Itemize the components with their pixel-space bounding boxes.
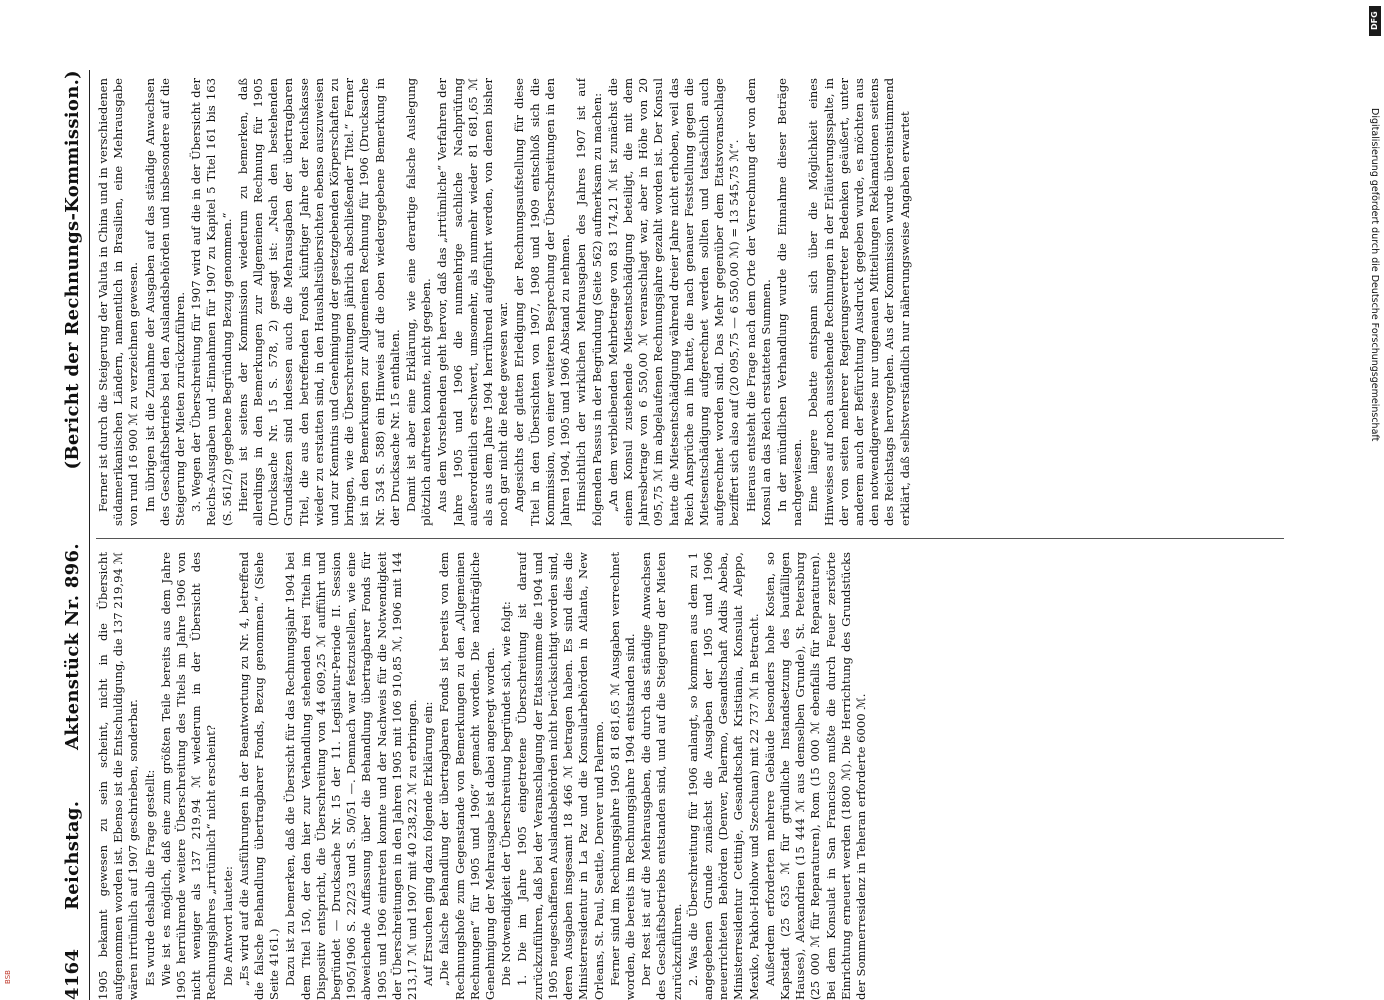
running-header	[62, 70, 88, 1000]
paragraph: „Die falsche Behandlung der übertragbaren Fonds ist bereits von dem Rechnungshofe zum Gegenstande von Bemerkungen zu den „Allgemeinen Rechnungen“ für 1905 und 1906“ gemacht worden. Die nachträgliche Genehmigung der Mehrausgabe ist dabei angeregt worden.	[437, 552, 498, 1000]
paragraph: Die Antwort lautete:	[220, 866, 235, 986]
dfg-logo: DFG	[1369, 6, 1381, 36]
paragraph: „An dem verbleibenden Mehrbetrage von 83 174,21 ℳ ist zunächst die einem Konsul zustehende Mietsentschädigung beteiligt, die mit dem Jahresbetrage von 6 550,00 ℳ veranschlagt war, aber in Höhe von 20 095,75 ℳ im abgelaufenen Rechnungsjahre gezahlt worden ist. Der Konsul hatte die Mietsentschädigung während dreier Jahre nicht erhoben, weil das Reich Ansprüche an ihn hatte, die nach genauer Feststellung gegen die Mietsentschädigung aufgerechnet werden sollten und tatsächlich auch aufgerechnet worden sind. Das Mehr gegenüber dem Etatsvoranschlage beziffert sich also auf (20 095,75 — 6 550,00 ℳ) = 13 545,75 ℳ“.	[605, 78, 742, 526]
paragraph: Es wurde deshalb die Frage gestellt:	[142, 769, 157, 986]
paragraph: Damit ist aber eine Erklärung, wie eine derartige falsche Auslegung plötzlich auftreten konnte, nicht gegeben.	[404, 78, 434, 526]
rotated-page	[62, 70, 1292, 1000]
paragraph: Eine längere Debatte entspann sich über die Möglichkeit eines Hinweises auf noch ausstehende Rechnungen in der Erläuterungsspalte, in der von seiten mehrerer Regierungsvertreter Bedenken geäußert, unter anderem auch der Befürchtung Ausdruck gegeben wurde, es möchten aus den notwendigerweise nur ungenauen Mitteilungen Reklamationen seitens des Reichstags hervorgehen. Aus der Kommission wurde übereinstimmend erklärt, daß selbstverständlich nur näherungsweise Angaben erwartet	[806, 78, 912, 526]
section-title: (Bericht der Rechnungs-Kommission.)	[62, 70, 83, 470]
funding-note: Digitalisierung gefördert durch die Deutsche Forschungsgemeinschaft	[1369, 108, 1380, 442]
paragraph: 3. Wegen der Überschreitung für 1907 wird auf die in der Übersicht der Reichs-Ausgaben und -Einnahmen für 1907 zu Kapitel 5 Titel 161 bis 163 (S. 561/2) gegebene Begründung Bezug genommen.“	[189, 78, 234, 526]
right-column	[96, 78, 1292, 526]
page-number: 4164	[62, 948, 83, 1000]
paragraph: Hinsichtlich der wirklichen Mehrausgaben des Jahres 1907 ist auf folgenden Passus in der Begründung (Seite 562) aufmerksam zu machen:	[574, 78, 604, 526]
document-number: Aktenstück Nr. 896.	[62, 543, 83, 750]
paragraph: Angesichts der glatten Erledigung der Rechnungsaufstellung für diese Titel in den Übersichten von 1907, 1908 und 1909 entschloß sich die Kommission, von einer weiteren Besprechung der Überschreitungen in den Jahren 1904, 1905 und 1906 Abstand zu nehmen.	[512, 78, 573, 526]
organ-name: Reichstag.	[62, 800, 83, 910]
paragraph: 1. Die im Jahre 1905 eingetretene Überschreitung ist darauf zurückzuführen, daß bei der Veranschlagung der Etatssumme die 1904 und 1905 neugeschaffenen Auslandsbehörden nicht berücksichtigt worden sind, deren Ausgaben insgesamt 18 466 ℳ betragen haben. Es sind dies die Ministerresidentur in La Paz und die Konsularbehörden in Atlanta, New Orleans, St. Paul, Seattle, Denver und Palermo.	[515, 552, 606, 1000]
paragraph: „Es wird auf die Ausführungen in der Beantwortung zu Nr. 4, betreffend die falsche Behandlung übertragbarer Fonds, Bezug genommen.“ (Siehe Seite 4161.)	[236, 552, 282, 1000]
paragraph: Dazu ist zu bemerken, daß die Übersicht für das Rechnungsjahr 1904 bei dem Titel 150, der den hier zur Verhandlung stehenden drei Titeln im Dispositiv entspricht, die Überschreitung von 44 609,25 ℳ aufführt und begründet — Drucksache Nr. 15 der 11. Legislatur-Periode II. Session 1905/1906 S. 22/23 und S. 50/51 —. Demnach war festzustellen, wie eine abweichende Auffassung über die Behandlung übertragbarer Fonds für 1905 und 1906 eintreten konnte und der Nachweis für die Notwendigkeit der Überschreitungen in den Jahren 1905 mit 106 910,85 ℳ, 1906 mit 144 213,17 ℳ und 1907 mit 40 238,22 ℳ zu erbringen.	[283, 552, 420, 1000]
paragraph: Hieraus entsteht die Frage nach dem Orte der Verrechnung der von dem Konsul an das Reich erstatteten Summen.	[743, 78, 773, 526]
paragraph: Im übrigen ist die Zunahme der Ausgaben auf das ständige Anwachsen des Geschäftsbetriebs bei den Auslandsbehörden und insbesondere auf die Steigerung der Mieten zurückzuführen.	[142, 78, 188, 526]
library-stamp: BSB	[4, 970, 12, 984]
paragraph: Der Rest ist auf die Mehrausgaben, die durch das ständige Anwachsen des Geschäftsbetriebs entstanden sind, und auf die Steigerung der Mieten zurückzuführen.	[639, 552, 684, 1000]
paragraph: Ferner sind im Rechnungsjahre 1905 81 681,65 ℳ Ausgaben verrechnet worden, die bereits im Rechnungsjahre 1904 entstanden sind.	[607, 552, 637, 1000]
paragraph: Die Notwendigkeit der Überschreitung begründet sich, wie folgt:	[499, 601, 514, 986]
column-divider	[96, 538, 1284, 539]
paragraph: Außerdem erforderten mehrere Gebäude besonders hohe Kosten, so Kapstadt (25 635 ℳ für gründliche Instandsetzung des baufälligen Hauses), Alexandrien (15 444 ℳ aus demselben Grunde), St. Petersburg (25 000 ℳ für Reparaturen), Rom (15 000 ℳ ebenfalls für Reparaturen). Bei dem Konsulat in San Francisco mußte die durch Feuer zerstörte Einrichtung erneuert werden (1800 ℳ). Die Herrichtung des Grundstücks der Sommerresidenz in Teheran erforderte 6000 ℳ.	[762, 552, 868, 1000]
header-rule	[89, 70, 90, 1000]
paragraph: Hierzu ist seitens der Kommission wiederum zu bemerken, daß allerdings in den Bemerkungen zur Allgemeinen Rechnung für 1905 (Drucksache Nr. 15 S. 578, 2) gesagt ist: „Nach den bestehenden Grundsätzen sind indessen auch die Mehrausgaben der übertragbaren Titel, die aus den betreffenden Fonds künftiger Jahre der Reichskasse wieder zu erstatten sind, in den Haushaltsübersichten ebenso auszuweisen und zur Kenntnis und Genehmigung der gesetzgebenden Körperschaften zu bringen, wie die Überschreitungen jährlich abschließender Titel.“ Ferner ist in den Bemerkungen zur Allgemeinen Rechnung für 1906 (Drucksache Nr. 534 S. 588) ein Hinweis auf die oben wiedergegebene Bemerkung in der Drucksache Nr. 15 enthalten.	[235, 78, 402, 526]
paragraph: Auf Ersuchen ging dazu folgende Erklärung ein:	[421, 701, 436, 986]
paragraph: 1905 bekannt gewesen zu sein scheint, nicht in die Übersicht aufgenommen worden ist. Ebenso ist die Entschuldigung, die 137 219,94 ℳ wären irrtümlich auf 1907 geschrieben, sonderbar.	[96, 552, 141, 1000]
paragraph: Aus dem Vorstehenden geht hervor, daß das „irrtümliche“ Verfahren der Jahre 1905 und 1906 die nunmehrige sachliche Nachprüfung außerordentlich erschwert, umsomehr, als nunmehr wieder 81 681,65 ℳ als aus dem Jahre 1904 herrührend aufgeführt werden, von denen bisher noch gar nicht die Rede gewesen war.	[435, 78, 511, 526]
paragraph: Ferner ist durch die Steigerung der Valuta in China und in verschiedenen südamerikanischen Ländern, namentlich in Brasilien, eine Mehrausgabe von rund 16 900 ℳ zu verzeichnen gewesen.	[96, 78, 141, 526]
paragraph: In der mündlichen Verhandlung wurde die Einnahme dieser Beträge nachgewiesen.	[774, 78, 805, 526]
left-column	[96, 552, 1292, 1000]
paragraph: 2. Was die Überschreitung für 1906 anlangt, so kommen aus dem zu 1 angegebenen Grunde zunächst die Ausgaben der 1905 und 1906 neuerrichteten Behörden (Denver, Palermo, Gesandtschaft Addis Abeba, Ministerresidentur Cettinje, Gesandtschaft Kristiania, Konsulat Aleppo, Mexiko, Pakhoi-Hoihow und Szechuan) mit 22 737 ℳ in Betracht.	[685, 552, 761, 1000]
paragraph: Wie ist es möglich, daß eine zum größten Teile bereits aus dem Jahre 1905 herrührende weitere Überschreitung des Titels im Jahre 1906 von nicht weniger als 137 219,94 ℳ wiederum in der Übersicht des Rechnungsjahres „irrtümlich“ nicht erscheint?	[158, 552, 219, 1000]
